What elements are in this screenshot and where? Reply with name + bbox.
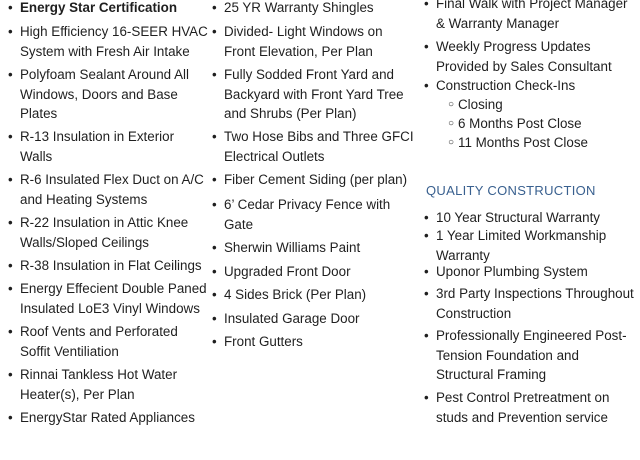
list-item-text: 25 YR Warranty Shingles bbox=[224, 0, 374, 15]
list-item bbox=[424, 208, 636, 228]
sub-bullet: ○ bbox=[448, 118, 455, 129]
list-item-text: R-38 Insulation in Flat Ceilings bbox=[20, 258, 202, 273]
bullet: • bbox=[424, 328, 429, 343]
list-item bbox=[212, 309, 417, 329]
list-item bbox=[8, 213, 208, 252]
bullet: • bbox=[8, 24, 13, 39]
list-item-text: 1 Year Limited Workmanship Warranty bbox=[436, 228, 607, 263]
bullet: • bbox=[424, 390, 429, 405]
list-item-text: Sherwin Williams Paint bbox=[224, 240, 361, 255]
bullet: • bbox=[424, 78, 429, 93]
list-item bbox=[8, 127, 208, 166]
list-item bbox=[424, 226, 636, 265]
bullet: • bbox=[212, 67, 217, 82]
bullet: • bbox=[424, 39, 429, 54]
list-item bbox=[212, 285, 417, 305]
list-item bbox=[212, 0, 417, 18]
list-item-text: Insulated Garage Door bbox=[224, 311, 360, 326]
list-item-text: Fully Sodded Front Yard and Backyard with Front Yard Tree and Shrubs (Per Plan) bbox=[224, 67, 404, 121]
list-item bbox=[8, 256, 208, 276]
list-item bbox=[424, 37, 636, 76]
bullet: • bbox=[212, 334, 217, 349]
list-item bbox=[212, 170, 417, 190]
list-item bbox=[212, 22, 417, 61]
list-item-text: 4 Sides Brick (Per Plan) bbox=[224, 287, 367, 302]
bullet: • bbox=[8, 67, 13, 82]
list-item-text: R-22 Insulation in Attic Knee Walls/Sloped Ceilings bbox=[20, 215, 189, 250]
list-item bbox=[212, 262, 417, 282]
bullet: • bbox=[424, 0, 429, 11]
bullet: • bbox=[8, 0, 13, 15]
bullet: • bbox=[424, 228, 429, 243]
sub-bullet: ○ bbox=[448, 137, 455, 148]
sub-list-item-text: 11 Months Post Close bbox=[458, 135, 589, 150]
bullet: • bbox=[424, 264, 429, 279]
bullet: • bbox=[212, 240, 217, 255]
bullet: • bbox=[424, 210, 429, 225]
section-heading-quality-construction: QUALITY CONSTRUCTION bbox=[426, 183, 596, 198]
list-item bbox=[8, 170, 208, 209]
list-item-text: Polyfoam Sealant Around All Windows, Doors and Base Plates bbox=[20, 67, 189, 121]
list-item-text: Upgraded Front Door bbox=[224, 264, 351, 279]
list-item bbox=[424, 0, 636, 33]
bullet: • bbox=[8, 129, 13, 144]
bullet: • bbox=[8, 172, 13, 187]
list-item-text: Fiber Cement Siding (per plan) bbox=[224, 172, 408, 187]
list-item bbox=[424, 76, 636, 96]
list-item bbox=[212, 238, 417, 258]
list-item-text: Two Hose Bibs and Three GFCI Electrical Outlets bbox=[224, 129, 414, 164]
list-item bbox=[212, 195, 417, 234]
list-item bbox=[212, 65, 417, 124]
list-item-text: Final Walk with Project Manager & Warranty Manager bbox=[436, 0, 628, 31]
list-item-text: High Efficiency 16-SEER HVAC System with Fresh Air Intake bbox=[20, 24, 208, 59]
list-item-text: 6’ Cedar Privacy Fence with Gate bbox=[224, 197, 391, 232]
sub-bullet: ○ bbox=[448, 99, 455, 110]
bullet: • bbox=[8, 281, 13, 296]
bullet: • bbox=[212, 24, 217, 39]
list-item bbox=[8, 408, 208, 428]
list-item bbox=[8, 322, 208, 361]
list-item bbox=[424, 284, 636, 323]
list-item-text: 10 Year Structural Warranty bbox=[436, 210, 600, 225]
list-item bbox=[212, 127, 417, 166]
list-item-text: Professionally Engineered Post-Tension Foundation and Structural Framing bbox=[436, 328, 627, 382]
list-item bbox=[8, 65, 208, 124]
list-item-text: Front Gutters bbox=[224, 334, 303, 349]
list-item-text: 3rd Party Inspections Throughout Construction bbox=[436, 286, 634, 321]
list-item-text: Energy Effecient Double Paned Insulated LoE3 Vinyl Windows bbox=[20, 281, 207, 316]
list-item bbox=[8, 22, 208, 61]
list-item bbox=[424, 262, 636, 282]
sub-list-item bbox=[448, 133, 588, 153]
bullet: • bbox=[212, 129, 217, 144]
bullet: • bbox=[424, 286, 429, 301]
bullet: • bbox=[212, 264, 217, 279]
list-item bbox=[8, 0, 208, 18]
list-item-text: Weekly Progress Updates Provided by Sales Consultant bbox=[436, 39, 612, 74]
bullet: • bbox=[8, 410, 13, 425]
list-item bbox=[8, 365, 208, 404]
list-item-text: Energy Star Certification bbox=[20, 0, 178, 15]
sub-list-item-text: Closing bbox=[458, 97, 503, 112]
bullet: • bbox=[8, 324, 13, 339]
bullet: • bbox=[8, 215, 13, 230]
list-item bbox=[8, 279, 208, 318]
bullet: • bbox=[8, 367, 13, 382]
bullet: • bbox=[212, 197, 217, 212]
list-item bbox=[424, 388, 636, 427]
bullet: • bbox=[212, 0, 217, 15]
bullet: • bbox=[212, 311, 217, 326]
list-item bbox=[424, 326, 636, 385]
sub-list-item bbox=[448, 114, 582, 134]
bullet: • bbox=[212, 287, 217, 302]
sub-list-item bbox=[448, 95, 503, 115]
list-item-text: Construction Check-Ins bbox=[436, 78, 576, 93]
list-item-text: Rinnai Tankless Hot Water Heater(s), Per Plan bbox=[20, 367, 178, 402]
list-item-text: Divided- Light Windows on Front Elevation, Per Plan bbox=[224, 24, 383, 59]
list-item-text: R-6 Insulated Flex Duct on A/C and Heating Systems bbox=[20, 172, 204, 207]
list-item-text: Roof Vents and Perforated Soffit Ventiliation bbox=[20, 324, 178, 359]
list-item-text: Pest Control Pretreatment on studs and Prevention service bbox=[436, 390, 610, 425]
bullet: • bbox=[8, 258, 13, 273]
list-item-text: R-13 Insulation in Exterior Walls bbox=[20, 129, 175, 164]
bullet: • bbox=[212, 172, 217, 187]
list-item-text: Uponor Plumbing System bbox=[436, 264, 588, 279]
list-item bbox=[212, 332, 417, 352]
list-item-text: EnergyStar Rated Appliances bbox=[20, 410, 195, 425]
sub-list-item-text: 6 Months Post Close bbox=[458, 116, 582, 131]
